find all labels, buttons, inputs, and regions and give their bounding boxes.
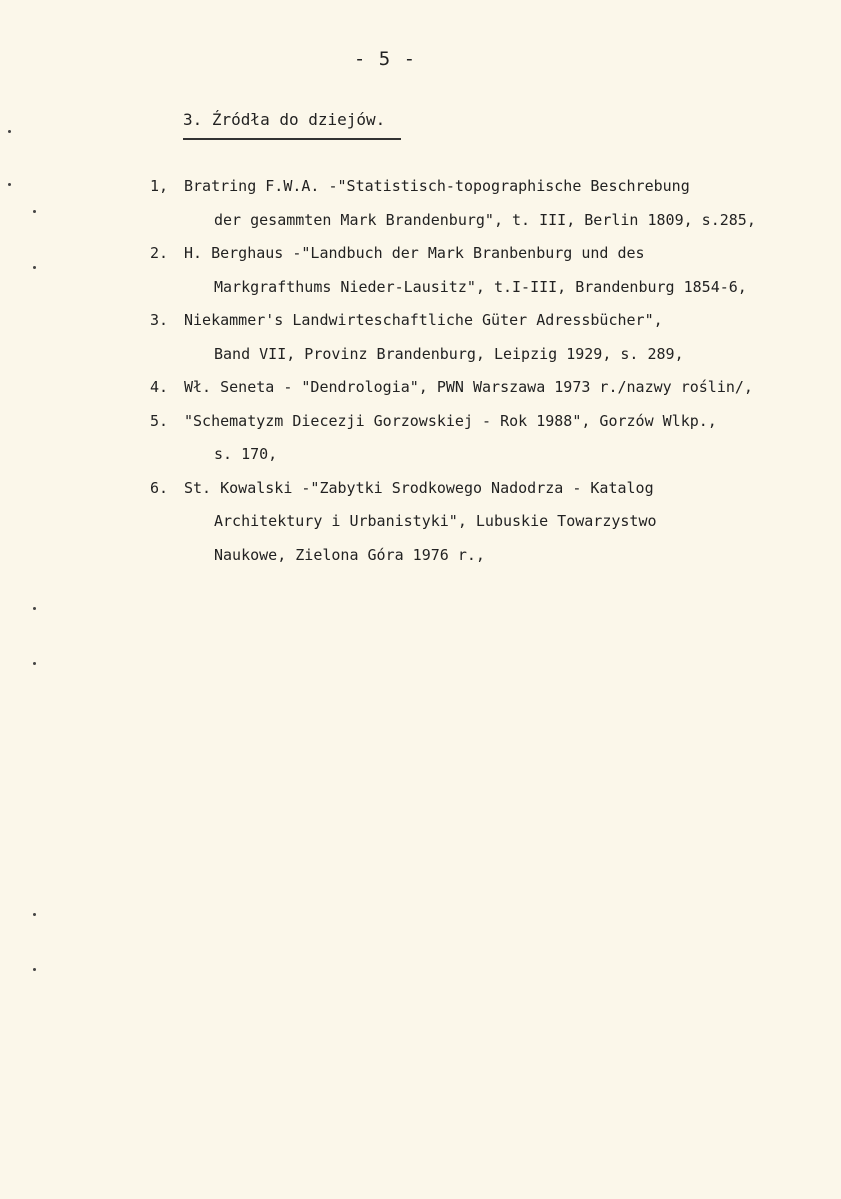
margin-mark bbox=[33, 607, 36, 610]
entry-number: 2. bbox=[150, 244, 169, 262]
bibliography-entry-6 bbox=[150, 472, 830, 573]
heading-underline bbox=[183, 138, 401, 140]
entry-line: Band VII, Provinz Brandenburg, Leipzig 1929, s. 289, bbox=[214, 344, 684, 363]
entry-line: Markgrafthums Nieder-Lausitz", t.I-III, Brandenburg 1854-6, bbox=[214, 277, 747, 296]
page-number: - 5 - bbox=[353, 48, 417, 70]
bibliography-entry-2 bbox=[150, 237, 830, 304]
margin-mark bbox=[33, 266, 36, 269]
section-heading-block bbox=[183, 110, 401, 140]
entry-line bbox=[150, 170, 830, 204]
margin-mark bbox=[8, 183, 11, 186]
entry-text: H. Berghaus -"Landbuch der Mark Branbenburg und des bbox=[184, 244, 645, 262]
entry-line bbox=[150, 405, 830, 439]
entry-line bbox=[150, 472, 830, 506]
entry-line: Architektury i Urbanistyki", Lubuskie Towarzystwo bbox=[214, 512, 657, 530]
bibliography-entry-1 bbox=[150, 170, 830, 237]
margin-mark bbox=[8, 130, 11, 133]
entry-text: St. Kowalski -"Zabytki Srodkowego Nadodrza - Katalog bbox=[184, 478, 654, 497]
section-heading: 3. Źródła do dziejów. bbox=[183, 110, 386, 129]
entry-text: "Schematyzm Diecezji Gorzowskiej - Rok 1988", Gorzów Wlkp., bbox=[184, 411, 717, 430]
bibliography-list bbox=[150, 170, 830, 572]
entry-line bbox=[150, 371, 830, 405]
entry-line bbox=[150, 304, 830, 338]
entry-number: 3. bbox=[150, 311, 169, 329]
bibliography-entry-4 bbox=[150, 371, 830, 405]
bibliography-entry-3 bbox=[150, 304, 830, 371]
entry-line: der gesammten Mark Brandenburg", t. III, Berlin 1809, s.285, bbox=[214, 210, 756, 229]
entry-text: Niekammer's Landwirteschaftliche Güter Adressbücher", bbox=[184, 311, 663, 329]
entry-number: 6. bbox=[150, 478, 169, 497]
margin-mark bbox=[33, 662, 36, 665]
entry-text: Wł. Seneta - "Dendrologia", PWN Warszawa 1973 r./nazwy roślin/, bbox=[184, 378, 753, 396]
margin-mark bbox=[33, 210, 36, 213]
entry-number: 4. bbox=[150, 378, 169, 396]
entry-line: Naukowe, Zielona Góra 1976 r., bbox=[214, 545, 485, 564]
entry-number: 1, bbox=[150, 177, 169, 195]
bibliography-entry-5 bbox=[150, 405, 830, 472]
entry-text: Bratring F.W.A. -"Statistisch-topographische Beschrebung bbox=[184, 177, 690, 195]
entry-number: 5. bbox=[150, 411, 169, 430]
margin-mark bbox=[33, 913, 36, 916]
entry-line: s. 170, bbox=[214, 445, 278, 463]
entry-line bbox=[150, 237, 830, 271]
margin-mark bbox=[33, 968, 36, 971]
